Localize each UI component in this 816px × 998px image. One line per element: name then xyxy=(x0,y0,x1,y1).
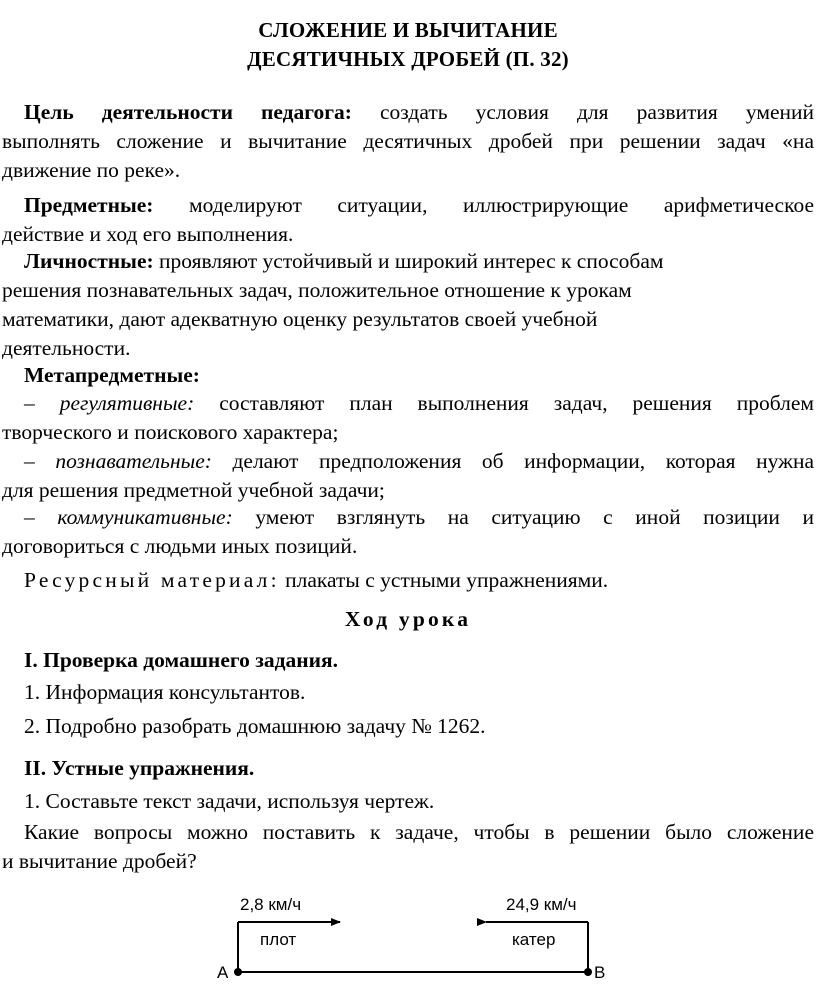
subject-line-1 xyxy=(2,191,814,220)
section2-question-line-1: Какие вопросы можно поставить к задаче, чтобы в решении было сложение xyxy=(24,820,814,844)
regulative-label: регулятивные: xyxy=(59,391,195,415)
section2-item-1: 1. Составьте текст задачи, используя чертеж. xyxy=(24,789,435,813)
cognitive-line-2: для решения предметной учебной задачи; xyxy=(2,478,385,502)
subject-line-2: действие и ход его выполнения. xyxy=(2,222,294,246)
goal-line-3: движение по реке». xyxy=(2,158,181,182)
cognitive-dash: – xyxy=(24,449,35,473)
subject-text-1: моделируют ситуации, иллюстрирующие арифметическое xyxy=(189,193,814,217)
boat-label: катер xyxy=(512,930,556,949)
personal-line-2: решения познавательных задач, положительное отношение к урокам xyxy=(2,278,632,302)
cognitive-line-1 xyxy=(2,447,814,476)
point-a-label: A xyxy=(217,963,229,982)
section1-item-1: 1. Информация консультантов. xyxy=(24,680,306,704)
left-speed-label: 2,8 км/ч xyxy=(240,895,302,914)
section2-question-line-2: и вычитание дробей? xyxy=(2,849,197,873)
section2-heading: II. Устные упражнения. xyxy=(24,756,255,780)
personal-line-4: деятельности. xyxy=(2,336,131,360)
meta-label-line xyxy=(2,361,814,390)
section1-item-2: 2. Подробно разобрать домашнюю задачу № 1262. xyxy=(24,714,486,738)
regulative-line-2: творческого и поискового характера; xyxy=(2,420,339,444)
resource-label: Ресурсный материал: xyxy=(24,568,280,592)
communicative-line-1 xyxy=(2,503,814,532)
title-line-2: ДЕСЯТИЧНЫХ ДРОБЕЙ (П. 32) xyxy=(247,47,569,71)
section2-heading-line xyxy=(2,754,814,783)
communicative-label: коммуникативные: xyxy=(57,505,233,529)
point-a-dot xyxy=(234,968,242,976)
goal-text-1: создать условия для развития умений xyxy=(380,100,815,124)
resource-text: плакаты с устными упражнениями. xyxy=(285,568,609,592)
regulative-dash: – xyxy=(24,391,35,415)
goal-label: Цель деятельности педагога: xyxy=(24,100,352,124)
section1-heading-line xyxy=(2,646,814,675)
raft-label: плот xyxy=(260,930,297,949)
meta-label: Метапредметные: xyxy=(24,363,200,387)
personal-line-3: математики, дают адекватную оценку результатов своей учебной xyxy=(2,307,598,331)
cognitive-text-1: делают предположения об информации, которая нужна xyxy=(232,449,815,473)
personal-line-1 xyxy=(2,247,814,276)
point-b-dot xyxy=(584,968,592,976)
regulative-text-1: составляют план выполнения задач, решения проблем xyxy=(219,391,815,415)
lesson-heading: Ход урока xyxy=(344,607,472,631)
lesson-heading-line xyxy=(2,605,814,634)
personal-text-1: проявляют устойчивый и широкий интерес к способам xyxy=(159,249,664,273)
communicative-line-2: договориться с людьми иных позиций. xyxy=(2,534,358,558)
personal-label: Личностные: xyxy=(24,249,154,273)
cognitive-label: познавательные: xyxy=(55,449,212,473)
subject-label: Предметные: xyxy=(24,193,154,217)
title-line-1: СЛОЖЕНИЕ И ВЫЧИТАНИЕ xyxy=(258,18,558,42)
communicative-dash: – xyxy=(24,505,35,529)
resource-line xyxy=(2,566,814,595)
motion-diagram xyxy=(0,880,816,998)
section1-heading: I. Проверка домашнего задания. xyxy=(24,648,339,672)
point-b-label: B xyxy=(594,963,606,982)
goal-line-1 xyxy=(2,98,814,127)
regulative-line-1 xyxy=(2,389,814,418)
right-speed-label: 24,9 км/ч xyxy=(506,895,577,914)
goal-line-2: выполнять сложение и вычитание десятичных дробей при решении задач «на xyxy=(2,129,814,153)
communicative-text-1: умеют взглянуть на ситуацию с иной позиции и xyxy=(255,505,815,529)
